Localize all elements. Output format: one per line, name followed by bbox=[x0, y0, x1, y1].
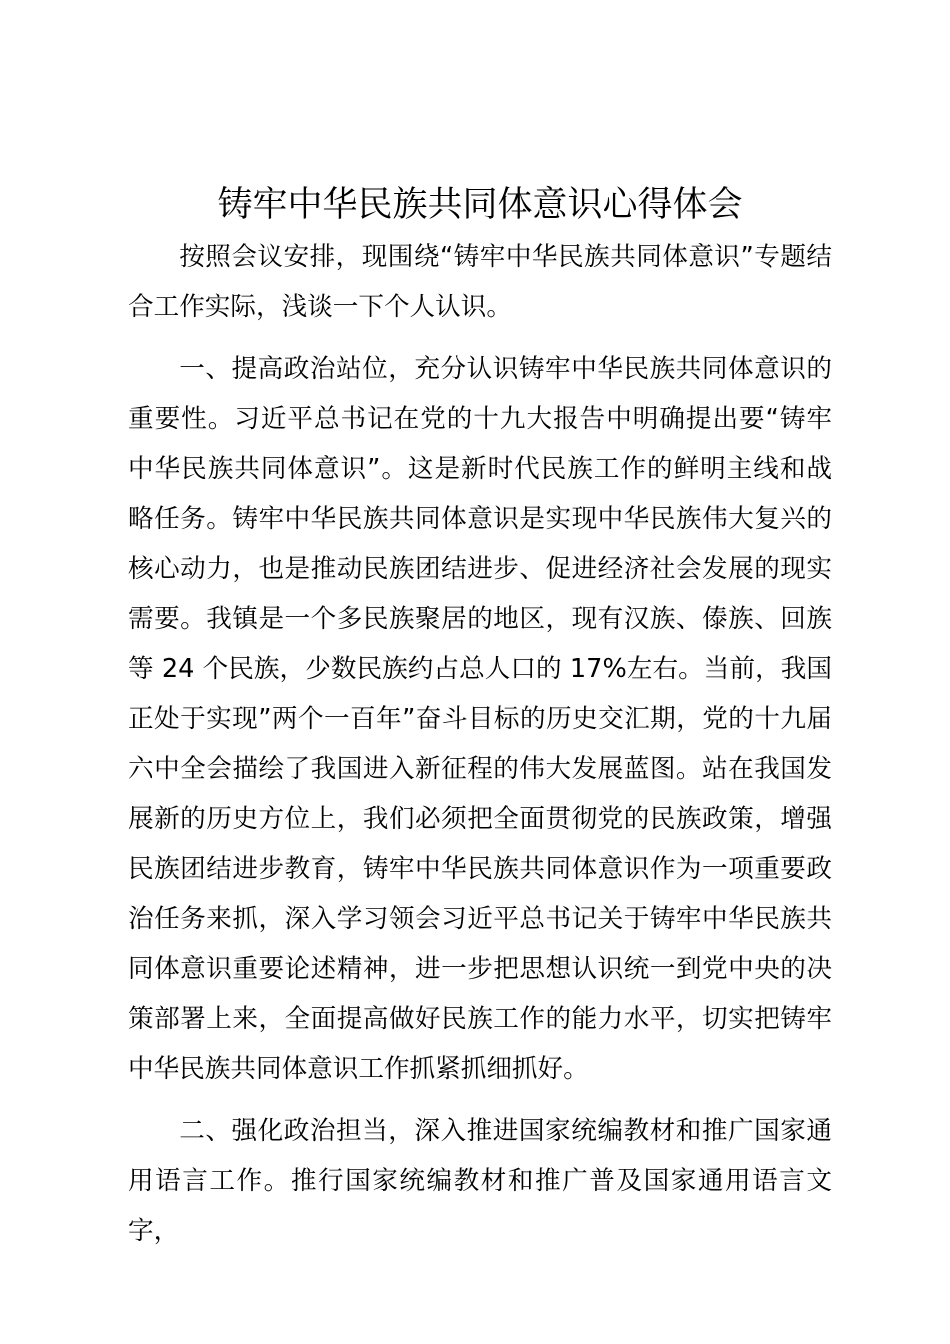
paragraph-section-2: 二、强化政治担当，深入推进国家统编教材和推广国家通用语言工作。推行国家统编教材和推广普及国家通用语言文字， bbox=[128, 1116, 832, 1246]
paragraph-section-1: 一、提高政治站位，充分认识铸牢中华民族共同体意识的重要性。习近平总书记在党的十九大报告中明确提出要“铸牢中华民族共同体意识”。这是新时代民族工作的鲜明主线和战略任务。铸牢中华民族共同体意识是实现中华民族伟大复兴的核心动力，也是推动民族团结进步、促进经济社会发展的现实需要。我镇是一个多民族聚居的地区，现有汉族、傣族、回族等 24 个民族，少数民族约占总人口的 17%左右。当前，我国正处于实现”两个一百年”奋斗目标的历史交汇期，党的十九届六中全会描绘了我国进入新征程的伟大发展蓝图。站在我国发展新的历史方位上，我们必须把全面贯彻党的民族政策，增强民族团结进步教育，铸牢中华民族共同体意识作为一项重要政治任务来抓，深入学习领会习近平总书记关于铸牢中华民族共同体意识重要论述精神，进一步把思想认识统一到党中央的决策部署上来，全面提高做好民族工作的能力水平，切实把铸牢中华民族共同体意识工作抓紧抓细抓好。 bbox=[128, 354, 832, 1084]
document-title: 铸牢中华民族共同体意识心得体会 bbox=[217, 185, 743, 225]
paragraph-intro: 按照会议安排，现围绕“铸牢中华民族共同体意识”专题结合工作实际，浅谈一下个人认识。 bbox=[128, 242, 832, 322]
document-page bbox=[128, 178, 832, 1256]
